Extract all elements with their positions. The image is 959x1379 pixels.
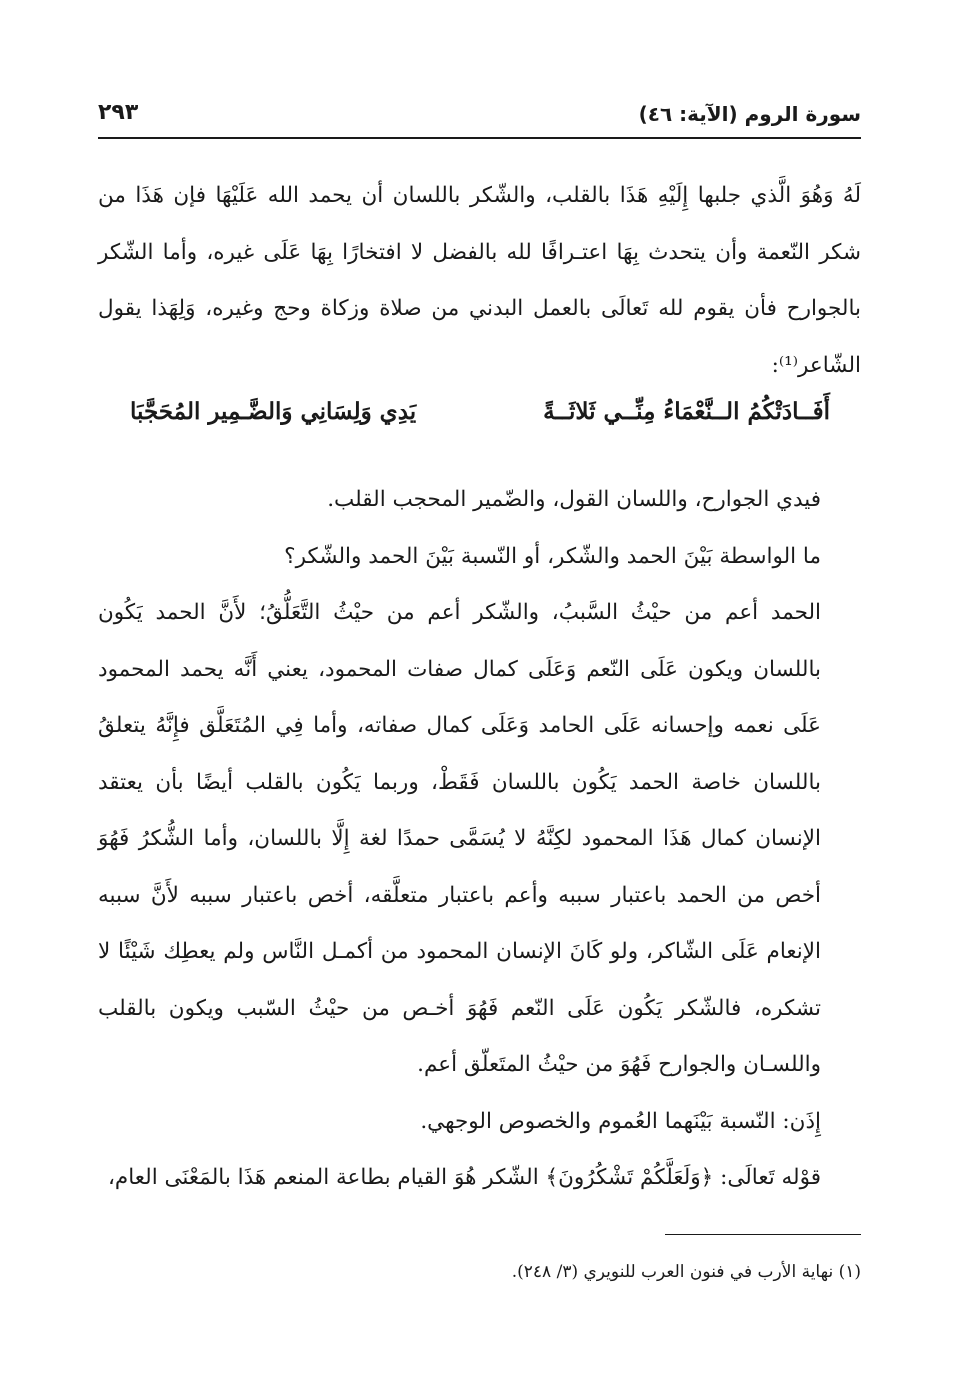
page-header [98,100,861,140]
paragraph: الحمد أعم من حيْثُ السَّببُ، والشّكر أعم من حيْثُ التَّعَلُّقُ؛ لأَنَّ الحمد يَكُون باللسان ويكون عَلَى النّعم وَعَلَى كمال صفات المحمود، يعني أَنَّه يحمد المحمود عَلَى نعمه وإحسانه عَلَى الحامد وَعَلَى كمال صفاته، وأما فِي المُتَعَلَّق فإِنَّهُ يتعلقُ باللسان خاصة الحمد يَكُون باللسان فَقَطْ، وربما يَكُون بالقلب أيضًا بأن يعتقد الإنسان كمال هَذَا المحمود لكِنَّهُ لا يُسَمَّى حمدًا لغة إِلَّا باللسان، وأما الشُّكرُ فَهُوَ أخص من الحمد باعتبار سببه وأعم باعتبار متعلَّقه، أخص باعتبار سببه لأَنَّ سببه الإنعام عَلَى الشّاكر، ولو كَانَ الإنسان المحمود من أكمـل النَّاس ولم يعطِك شَيْئًا لا تشكره، فالشّكر يَكُون عَلَى النّعم فَهُوَ أخـص من حيْثُ السّبب ويكون بالقلب واللسـان والجوارح فَهُوَ من حيْثُ المتَعلّق أعم. [98,600,821,1077]
header-rule [98,137,861,139]
paragraph: إِذَن: النّسبة بَيْنَهما العُموم والخصوص الوجهي. [420,1108,821,1134]
paragraph: لَهُ وَهُوَ الَّذي جلبها إِلَيْهِ هَذَا بالقلب، والشّكر باللسان أن يحمد الله عَلَيْهَا فإن هَذَا من شكر النّعمة وأن يتحدث بِهَا اعتـرافًا لله بالفضل لا افتخارًا بِهَا عَلَى غيره، وأما الشّكر بالجوارح فأن يقوم لله تَعالَى بالعمل البدني من صلاة وزكاة وحج وغيره، وَلِهَذا يقول الشّاعر⁽¹⁾: [98,183,861,378]
paragraph: ما الواسطة بَيْنَ الحمد والشّكر، أو النّسبة بَيْنَ الحمد والشّكر؟ [284,543,821,569]
verse-first-hemistich: أَفَــادَتْكُمُ الــنَّعْمَاءُ مِنِّــي ثَلاثَــةً [543,398,830,425]
body-text-bottom [98,472,861,1207]
body-text-top [98,168,861,394]
paragraph: قوْله تَعالَى: ﴿وَلَعَلَّكُمْ تَشْكُرُونَ﴾ الشّكر هُوَ القيام بطاعة المنعم هَذَا بالمَعْنَى العام، [107,1165,821,1190]
paragraph: فيدي الجوارح، واللسان القول، والضّمير المحجب القلب. [327,487,821,512]
footnote: (١) نهاية الأرب في فنون العرب للنويري (٣/ ٢٤٨). [511,1262,861,1282]
poetry-verse [130,398,830,448]
page-number: ٢٩٣ [98,100,139,125]
running-head: سورة الروم (الآية: ٤٦) [638,102,861,126]
verse-second-hemistich: يَدِي وَلِسَانِي وَالضَّـمِير المُحَجَّبَا [130,398,417,425]
footnote-rule [665,1234,861,1235]
